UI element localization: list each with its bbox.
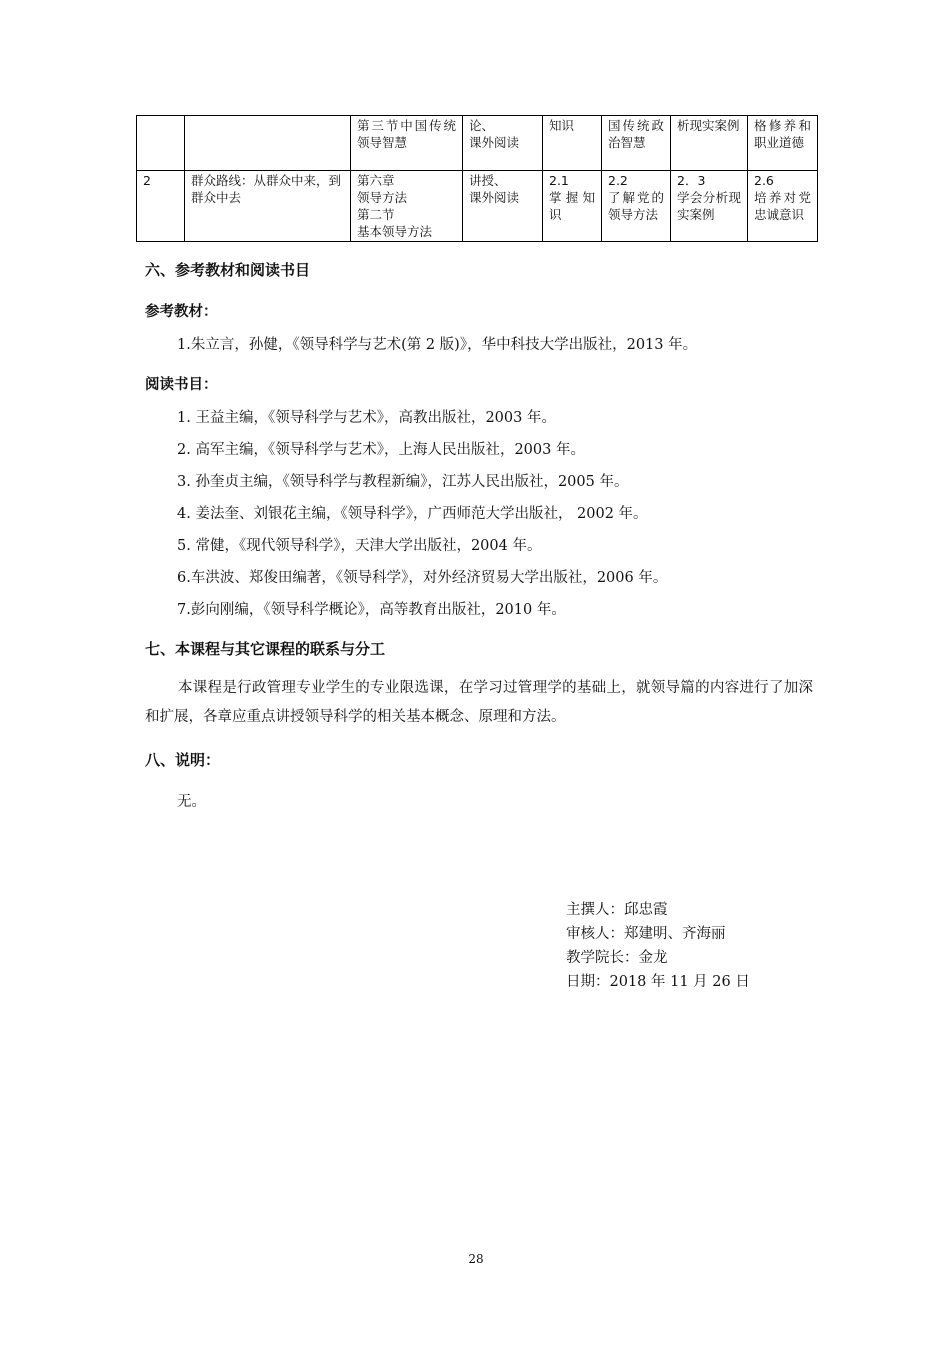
- reading-item-6: 6.车洪波、郑俊田编著，《领导科学》，对外经济贸易大学出版社，2006 年。: [177, 570, 668, 586]
- signature-author: 主撰人：邱忠霞: [566, 902, 668, 918]
- reading-item-1: 1. 王益主编，《领导科学与艺术》，高教出版社，2003 年。: [177, 410, 556, 426]
- table-cell-method: 论、 课外阅读: [463, 116, 543, 171]
- reading-item-4: 4. 姜法奎、刘银花主编，《领导科学》，广西师范大学出版社， 2002 年。: [177, 506, 648, 522]
- section-8-text: 无。: [177, 794, 206, 810]
- page-number: 28: [468, 1252, 484, 1266]
- syllabus-table: [136, 115, 818, 242]
- table-cell-goal-2: 国传统政治智慧: [602, 116, 671, 171]
- signature-dean: 教学院长：金龙: [566, 950, 668, 966]
- table-cell-goal-2: 2.2 了解党的领导方法: [602, 171, 671, 242]
- signature-reviewer: 审核人：郑建明、齐海丽: [566, 926, 726, 942]
- table-cell-goal-3: 2．3 学会分析现实案例: [671, 171, 748, 242]
- table-cell-goal-4: 格修养和职业道德: [748, 116, 818, 171]
- section-6-heading: 六、参考教材和阅读书目: [145, 261, 311, 279]
- table-cell-topic: [185, 116, 351, 171]
- table-cell-topic: 群众路线：从群众中来，到群众中去: [185, 171, 351, 242]
- signature-date: 日期：2018 年 11 月 26 日: [566, 974, 750, 990]
- reading-item-3: 3. 孙奎贞主编，《领导科学与教程新编》，江苏人民出版社，2005 年。: [177, 474, 629, 490]
- table-cell-goal-1: 知识: [543, 116, 602, 171]
- section-8-heading: 八、说明：: [145, 751, 221, 769]
- table-cell-index: [137, 116, 185, 171]
- textbook-entry: 1.朱立言，孙健，《领导科学与艺术(第 2 版)》，华中科技大学出版社，2013 年。: [177, 337, 698, 353]
- reading-label: 阅读书目：: [145, 377, 218, 393]
- table-cell-method: 讲授、 课外阅读: [463, 171, 543, 242]
- table-row: [137, 171, 818, 242]
- table-cell-chapter: 第六章 领导方法 第二节 基本领导方法: [351, 171, 463, 242]
- table-cell-goal-1: 2.1 掌握知识: [543, 171, 602, 242]
- table-row: [137, 116, 818, 171]
- table-cell-goal-4: 2.6 培养对党忠诚意识: [748, 171, 818, 242]
- table-cell-goal-3: 析现实案例: [671, 116, 748, 171]
- section-7-paragraph: 本课程是行政管理专业学生的专业限选课，在学习过管理学的基础上，就领导篇的内容进行了加深和扩展，各章应重点讲授领导科学的相关基本概念、原理和方法。: [145, 680, 813, 725]
- table-cell-chapter: 第三节中国传统领导智慧: [351, 116, 463, 171]
- section-7-heading: 七、本课程与其它课程的联系与分工: [145, 640, 386, 658]
- table-cell-index: 2: [137, 171, 185, 242]
- reading-item-2: 2. 高军主编，《领导科学与艺术》，上海人民出版社，2003 年。: [177, 442, 585, 458]
- textbook-label: 参考教材：: [145, 304, 218, 320]
- reading-item-7: 7.彭向刚编，《领导科学概论》，高等教育出版社，2010 年。: [177, 602, 566, 618]
- reading-item-5: 5. 常健，《现代领导科学》，天津大学出版社，2004 年。: [177, 538, 542, 554]
